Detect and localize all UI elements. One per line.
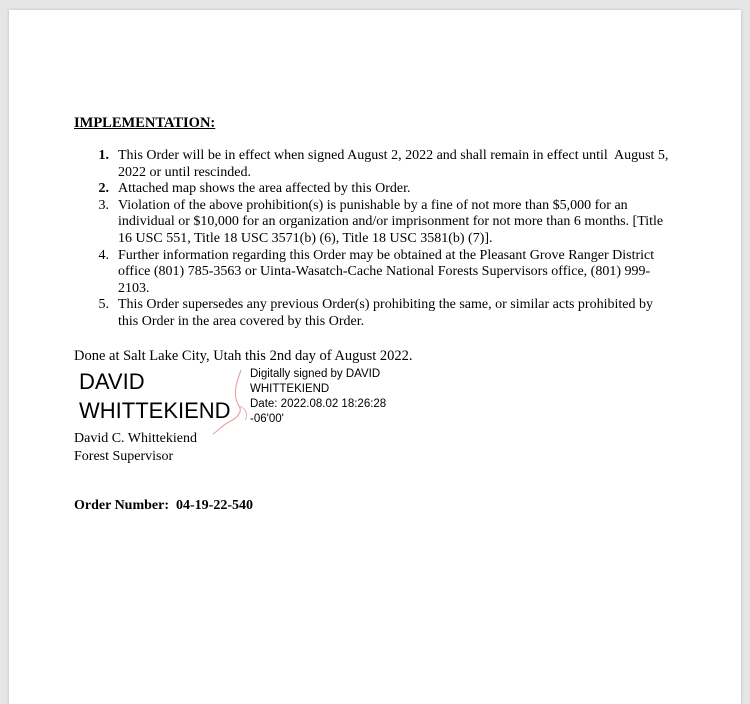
signer-block: [74, 430, 197, 465]
signature-info-line: Date: 2022.08.02 18:26:28: [250, 398, 387, 410]
list-item: [74, 148, 674, 181]
list-item: [74, 181, 674, 198]
signer-title: Forest Supervisor: [74, 448, 174, 464]
item-text: Further information regarding this Order may be obtained at the Pleasant Grove Ranger District office (801) 785-3563 or Uinta-Wasatch-Cache National Forests Supervisors office, (801) 999-2103.: [118, 247, 655, 296]
done-at-line: Done at Salt Lake City, Utah this 2nd day of August 2022.: [74, 348, 413, 364]
item-number: 2.: [98, 181, 109, 197]
item-text: This Order will be in effect when signed August 2, 2022 and shall remain in effect until August 5, 2022 or until rescinded.: [118, 148, 669, 180]
item-number: 5.: [98, 297, 109, 313]
item-number: 4.: [98, 247, 109, 263]
item-text: Attached map shows the area affected by this Order.: [118, 181, 411, 197]
list-item: [74, 198, 674, 248]
digital-signature-info: [250, 367, 410, 427]
list-item: [74, 248, 674, 298]
signature-info-line: WHITTEKIEND: [250, 383, 330, 395]
document-page: [9, 10, 741, 704]
signature-name-line: DAVID: [79, 369, 145, 394]
item-number: 1.: [98, 148, 109, 163]
item-text: Violation of the above prohibition(s) is punishable by a fine of not more than $5,000 for an individual or $10,000 for an organization and/or imprisonment for not more than 6 months. [Title 16 USC 551, Title 18 USC 3571(b) (6), Title 18 USC 3581(b) (7)].: [118, 197, 664, 246]
signature-name-line: WHITTEKIEND: [79, 398, 231, 423]
signature-info-line: Digitally signed by DAVID: [250, 368, 381, 380]
item-text: This Order supersedes any previous Order(s) prohibiting the same, or similar acts prohibited by this Order in the area covered by this Order.: [118, 297, 653, 329]
list-item: [74, 297, 674, 330]
signature-info-line: -06'00': [250, 413, 284, 425]
section-heading: IMPLEMENTATION:: [74, 115, 216, 131]
order-number: Order Number: 04-19-22-540: [74, 498, 253, 513]
item-number: 3.: [98, 197, 109, 213]
implementation-list: [74, 148, 674, 331]
signer-name: David C. Whittekiend: [74, 431, 197, 446]
